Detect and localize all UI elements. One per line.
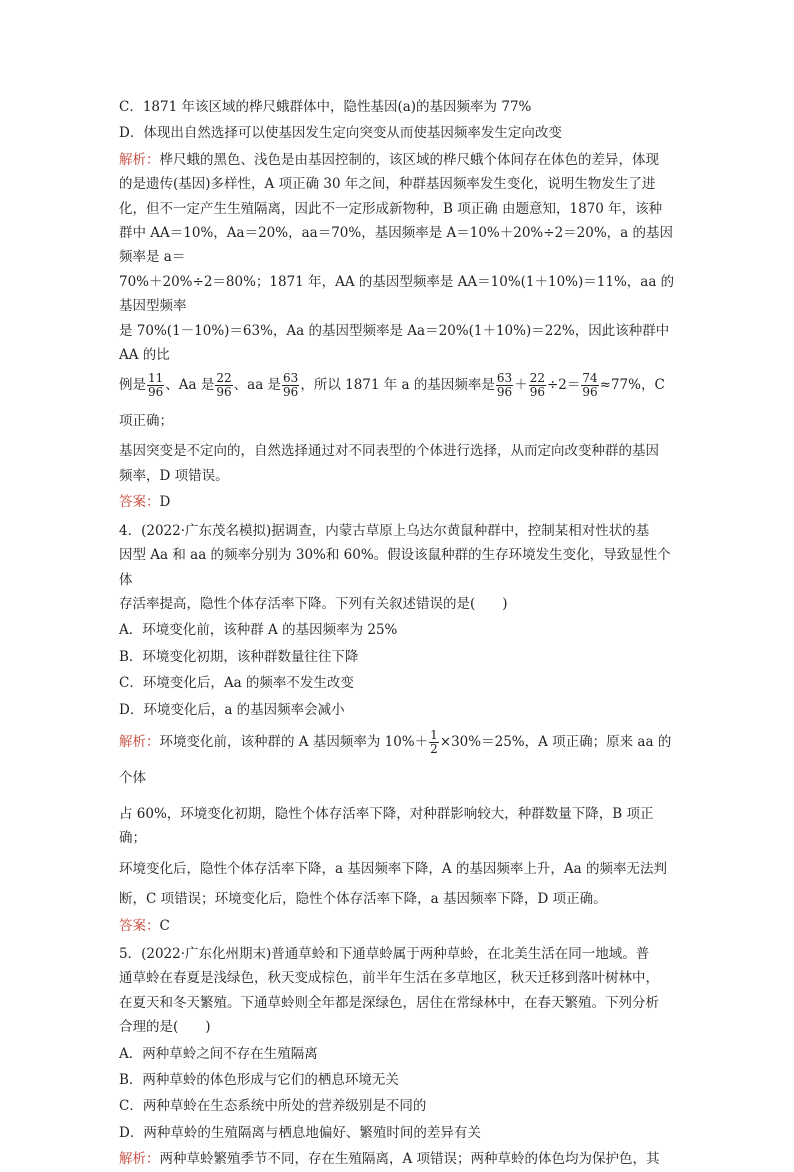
q5-option-a: A．两种草蛉之间不存在生殖隔离 xyxy=(119,1045,318,1062)
q5-stem-line: 5．(2022·广东化州期末)普通草蛉和下通草蛉属于两种草蛉，在北美生活在同一地域。普 xyxy=(119,945,650,962)
fraction: $\frac{22}{96}$ xyxy=(529,371,545,400)
q4-stem-line: 4．(2022·广东茂名模拟)据调查，内蒙古草原上乌达尔黄鼠种群中，控制某相对性状的基 xyxy=(119,522,650,539)
q5-option-d: D．两种草蛉的生殖隔离与栖息地偏好、繁殖时间的差异有关 xyxy=(119,1124,481,1141)
fraction: $\frac{74}{96}$ xyxy=(582,371,598,400)
q4-analysis-fraction-line: 解析：环境变化前，该种群的 A 基因频率为 10%＋ $\frac{1}{2}$ ×30%＝25%，A 项正确；原来 aa 的个体 xyxy=(119,727,672,786)
q5-option-b: B．两种草蛉的体色形成与它们的栖息环境无关 xyxy=(119,1072,399,1088)
q3-option-c: C．1871 年该区域的桦尺蛾群体中，隐性基因(a)的基因频率为 77% xyxy=(119,99,532,115)
fraction: $\frac{11}{96}$ xyxy=(148,371,164,400)
q5-stem-line: 在夏天和冬天繁殖。下通草蛉则全年都是深绿色，居住在常绿林中，在春天繁殖。下列分析 xyxy=(119,994,659,1011)
q3-analysis-line: 群中 AA＝10%，Aa＝20%，aa＝70%，基因频率是 A＝10%＋20%÷2＝20%，a 的基因频率是 a＝ xyxy=(119,225,674,266)
q3-analysis-line: 基因突变是不定向的，自然选择通过对不同表型的个体进行选择，从而定向改变种群的基因 xyxy=(119,443,659,460)
page-content xyxy=(119,95,679,1172)
q5-stem-line: 通草蛉在春夏是浅绿色，秋天变成棕色，前半年生活在多草地区，秋天迁移到落叶树林中， xyxy=(119,970,659,987)
q4-stem-line: 因型 Aa 和 aa 的频率分别为 30%和 60%。假设该鼠种群的生存环境发生变化，导致显性个体 xyxy=(119,547,671,588)
q3-analysis-line: 是 70%(1－10%)＝63%，Aa 的基因型频率是 Aa＝20%(1＋10%)＝22%，因此该种群中 AA 的比 xyxy=(119,322,670,364)
q3-analysis-line: 解析：桦尺蛾的黑色、浅色是由基因控制的，该区域的桦尺蛾个体间存在体色的差异，体现 xyxy=(119,151,659,168)
analysis-label: 解析： xyxy=(119,733,160,750)
q4-option-c: C．环境变化后，Aa 的频率不发生改变 xyxy=(119,675,354,692)
q3-analysis-line: 化，但不一定产生生殖隔离，因此不一定形成新物种，B 项正确 由题意知，1870 年，该种 xyxy=(119,200,663,217)
q3-answer: 答案：D xyxy=(119,494,171,511)
q4-analysis-line: 占 60%，环境变化初期，隐性个体存活率下降，对种群影响较大，种群数量下降，B 项正确； xyxy=(119,805,654,847)
q5-option-c: C．两种草蛉在生态系统中所处的营养级别是不同的 xyxy=(119,1098,427,1115)
q4-analysis-line: 环境变化后，隐性个体存活率下降，a 基因频率下降，A 的基因频率上升，Aa 的频率无法判 xyxy=(119,860,667,877)
q3-analysis-line: 70%＋20%÷2＝80%；1871 年，AA 的基因型频率是 AA＝10%(1＋10%)＝11%，aa 的基因型频率 xyxy=(119,273,675,315)
answer-label: 答案： xyxy=(119,917,160,934)
analysis-label: 解析： xyxy=(119,1151,160,1168)
q3-option-d: D．体现出自然选择可以使基因发生定向突变从而使基因频率发生定向改变 xyxy=(119,125,562,142)
q4-stem-line: 存活率提高，隐性个体存活率下降。下列有关叙述错误的是( ) xyxy=(119,595,508,612)
q5-stem-line: 合理的是( ) xyxy=(119,1019,211,1036)
q4-analysis-line: 断，C 项错误；环境变化后，隐性个体存活率下降，a 基因频率下降，D 项正确。 xyxy=(119,891,607,908)
q4-option-d: D．环境变化后，a 的基因频率会减小 xyxy=(119,701,345,718)
analysis-label: 解析： xyxy=(119,151,160,168)
q3-analysis-line: 的是遗传(基因)多样性，A 项正确 30 年之间，种群基因频率发生变化，说明生物发生了进 xyxy=(119,176,656,193)
q3-analysis-fraction-line: 例是 $\frac{11}{96}$ 、Aa 是 $\frac{22}{96}$ 、aa 是 $\frac{63}{96}$ ，所以 1871 年 a 的基因频率是 $\frac{63}{96}$ ＋ $\frac{22}{96}$ ÷2＝ $\frac{74}{96}$ ≈77%，C 项正确； xyxy=(119,371,665,430)
fraction: $\frac{63}{96}$ xyxy=(496,371,513,400)
q4-option-a: A．环境变化前，该种群 A 的基因频率为 25% xyxy=(119,622,398,639)
q3-analysis-line: 频率，D 项错误。 xyxy=(119,467,229,484)
q4-answer: 答案：C xyxy=(119,917,170,934)
fraction: $\frac{22}{96}$ xyxy=(216,371,232,400)
q4-option-b: B．环境变化初期，该种群数量往往下降 xyxy=(119,648,359,665)
answer-label: 答案： xyxy=(119,494,160,511)
fraction: $\frac{1}{2}$ xyxy=(430,727,438,756)
q5-analysis-line: 解析：两种草蛉繁殖季节不同，存在生殖隔离，A 项错误；两种草蛉的体色均为保护色，其 xyxy=(119,1151,660,1168)
fraction: $\frac{63}{96}$ xyxy=(283,371,299,400)
